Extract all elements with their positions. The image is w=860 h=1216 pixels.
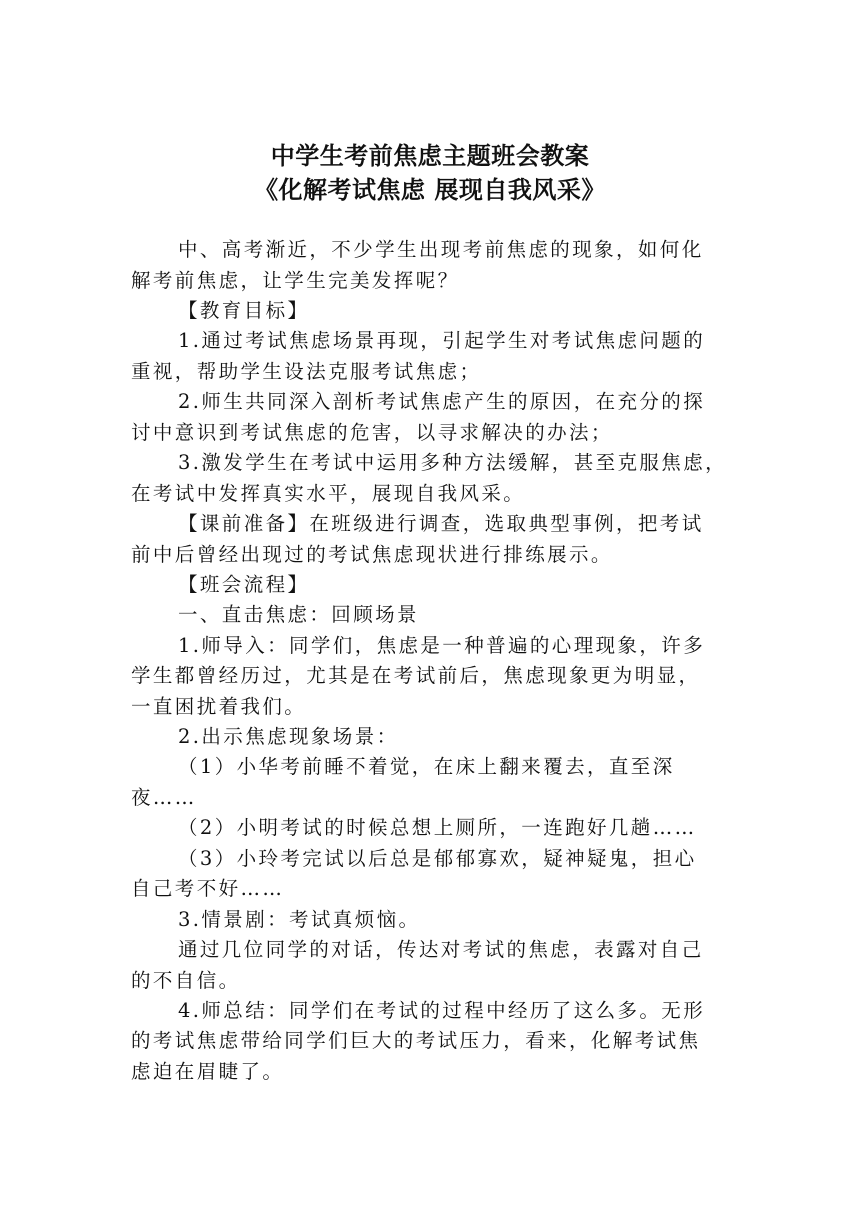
paragraph-line: 1.通过考试焦虑场景再现，引起学生对考试焦虑问题的	[178, 329, 706, 352]
list-item: 自己考不好……	[131, 877, 285, 900]
section-heading: 一、直击焦虑：回顾场景	[178, 603, 419, 626]
list-item: （1）小华考前睡不着觉，在床上翻来覆去，直至深	[178, 755, 675, 778]
paragraph-line: 通过几位同学的对话，传达对考试的焦虑，表露对自己	[178, 938, 704, 961]
paragraph-line: 在考试中发挥真实水平，展现自我风采。	[131, 482, 526, 505]
section-heading: 【班会流程】	[178, 573, 310, 596]
paragraph-line: 讨中意识到考试焦虑的危害，以寻求解决的办法；	[131, 421, 613, 444]
paragraph-line: 重视，帮助学生设法克服考试焦虑；	[131, 360, 482, 383]
paragraph-line: 的不自信。	[131, 969, 241, 992]
paragraph-line: 【课前准备】在班级进行调查，选取典型事例，把考试	[178, 512, 704, 535]
section-heading: 【教育目标】	[178, 299, 310, 322]
paragraph-line: 解考前焦虑，让学生完美发挥呢？	[131, 269, 460, 292]
paragraph-line: 中、高考渐近，不少学生出现考前焦虑的现象，如何化	[178, 238, 704, 261]
document-title: 中学生考前焦虑主题班会教案	[270, 142, 590, 170]
paragraph-line: 1.师导入：同学们，焦虑是一种普遍的心理现象，许多	[178, 634, 706, 657]
list-item: （2）小明考试的时候总想上厕所，一连跑好几趟……	[178, 816, 697, 839]
paragraph-line: 一直困扰着我们。	[131, 695, 307, 718]
document-subtitle: 《化解考试焦虑 展现自我风采》	[254, 176, 606, 204]
paragraph-line: 3.激发学生在考试中运用多种方法缓解，甚至克服焦虑，	[178, 451, 728, 474]
list-item: 夜……	[131, 786, 197, 809]
paragraph-line: 3.情景剧：考试真烦恼。	[178, 908, 421, 931]
paragraph-line: 4.师总结：同学们在考试的过程中经历了这么多。无形	[178, 999, 706, 1022]
list-item: （3）小玲考完试以后总是郁郁寡欢，疑神疑鬼，担心	[178, 847, 697, 870]
paragraph-line: 的考试焦虑带给同学们巨大的考试压力，看来，化解考试焦	[131, 1029, 701, 1052]
paragraph-line: 虑迫在眉睫了。	[131, 1060, 285, 1083]
paragraph-line: 2.师生共同深入剖析考试焦虑产生的原因，在充分的探	[178, 390, 706, 413]
paragraph-line: 前中后曾经出现过的考试焦虑现状进行排练展示。	[131, 543, 613, 566]
paragraph-line: 2.出示焦虑现象场景：	[178, 725, 399, 748]
paragraph-line: 学生都曾经历过，尤其是在考试前后，焦虑现象更为明显，	[131, 664, 701, 687]
